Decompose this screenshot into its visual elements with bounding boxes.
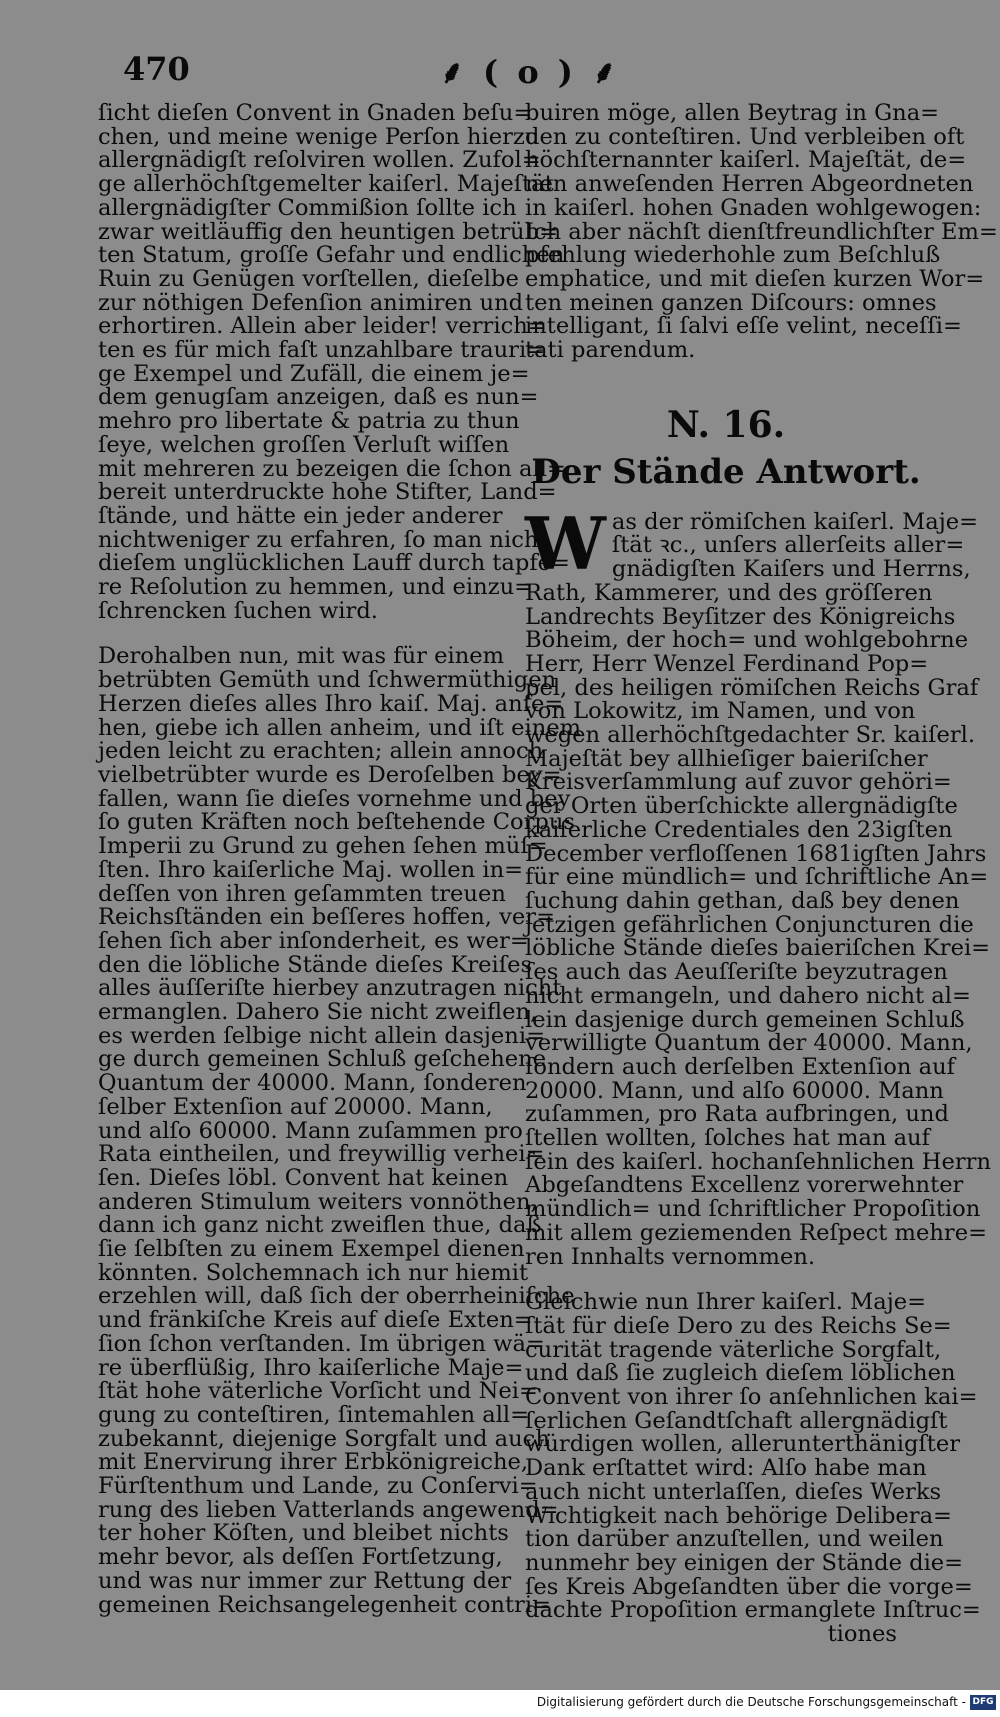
text-line: fallen, wann ſie dieſes vornehme und bey <box>98 785 571 812</box>
text-line: Quantum der 40000. Mann, ſonderen <box>98 1070 527 1097</box>
text-line: auch nicht unterlaſſen, dieſes Werks <box>525 1478 942 1505</box>
text-line: dieſem unglücklichen Lauff durch tapfe= <box>98 550 570 577</box>
text-line: Kreisverſammlung auf zuvor gehöri= <box>525 769 952 796</box>
text-line: pfehlung wiederhohle zum Beſchluß <box>525 242 941 269</box>
document-number: N. 16. <box>666 403 786 446</box>
text-line: ter hoher Köſten, und bleibet nichts <box>98 1520 509 1547</box>
text-line: ſelber Extenſion auf 20000. Mann, <box>98 1093 493 1120</box>
text-line: in kaiſerl. hohen Gnaden wohlgewogen: <box>525 194 982 221</box>
text-line: und fränkiſche Kreis auf dieſe Exten= <box>98 1307 533 1334</box>
text-line: und daß ſie zugleich dieſem löblichen <box>525 1360 956 1387</box>
text-line: den die löbliche Stände dieſes Kreiſes <box>98 951 533 978</box>
left-column <box>98 100 582 1618</box>
text-line: ſten. Ihro kaiſerliche Maj. wollen in= <box>98 856 524 883</box>
page-number: 470 <box>123 50 190 88</box>
text-line: gemeinen Reichsangelegenheit contri= <box>98 1591 552 1618</box>
text-line: ſes auch das Aeuſſeriſte beyzutragen <box>525 959 948 986</box>
text-line: chen, und meine wenige Perſon hierzu <box>98 123 540 150</box>
right-paragraph-2 <box>525 500 992 1270</box>
text-line: Imperii zu Grund zu gehen ſehen müſ= <box>98 833 548 860</box>
right-paragraph-3 <box>525 1289 981 1624</box>
text-line: ſie ſelbſten zu einem Exempel dienen <box>98 1236 525 1263</box>
text-line: December verfloſſenen 1681igſten Jahrs <box>525 840 987 867</box>
text-line: Rata eintheilen, und freywillig verhei= <box>98 1141 545 1168</box>
text-line: Abgeſandtens Excellenz vorerwehnter <box>525 1172 964 1199</box>
text-line: Derohalben nun, mit was für einem <box>98 643 505 670</box>
text-line: den zu conteſtiren. Und verbleiben oft <box>525 123 965 150</box>
text-line: nunmehr bey einigen der Stände die= <box>525 1549 964 1576</box>
text-line: ſeye, welchen groſſen Verluſt wiſſen <box>98 431 510 458</box>
text-line: Reichsſtänden ein beſſeres hoffen, ver= <box>98 904 556 931</box>
text-line: ſtät ꝛc., unſers allerſeits aller= <box>611 532 965 559</box>
text-line: Dank erſtattet wird: Alſo habe man <box>525 1455 927 1482</box>
text-line: ſchrencken ſuchen wird. <box>98 597 378 624</box>
catchword: tiones <box>827 1621 897 1648</box>
text-line: as der römiſchen kaiſerl. Maje= <box>611 508 979 535</box>
text-line: ſondern auch derſelben Extenſion auf <box>525 1053 955 1080</box>
text-line: anderen Stimulum weiters vonnöthen, <box>98 1188 538 1215</box>
text-line: ſerlichen Geſandtſchaft allergnädigſt <box>525 1407 948 1434</box>
drop-cap: W <box>525 500 606 586</box>
text-line: allergnädigſter Commißion ſollte ich <box>98 194 517 221</box>
text-line: zubekannt, diejenige Sorgfalt und auch <box>98 1425 550 1452</box>
text-line: lein dasjenige durch gemeinen Schluß <box>525 1006 965 1033</box>
text-line: zwar weitläuffig den heuntigen betrüb= <box>98 218 559 245</box>
text-line: allergnädigſt reſolviren wollen. Zufol= <box>98 147 541 174</box>
text-line: Rath, Kammerer, und des gröſſeren <box>525 579 933 606</box>
text-line: betrübten Gemüth und ſchwermüthigen <box>98 667 557 694</box>
text-line: intelligant, ſi ſalvi eſſe velint, neceſſi= <box>525 313 962 340</box>
text-line: deſſen von ihren geſammten treuen <box>98 880 506 907</box>
text-line: Majeſtät bey allhieſiger baieriſcher <box>525 745 928 772</box>
text-line: Wichtigkeit nach behörige Delibera= <box>525 1502 952 1529</box>
text-line: es werden ſelbige nicht allein dasjeni= <box>98 1022 545 1049</box>
text-line: dachte Propoſition ermanglete Inſtruc= <box>525 1597 981 1624</box>
text-line: ſo guten Kräften noch beſtehende Corpus <box>98 809 576 836</box>
text-line: ſtände, und hätte ein jeder anderer <box>98 502 503 529</box>
text-line: ger Orten überſchickte allergnädigſte <box>525 793 958 820</box>
text-line: Landrechts Beyſitzer des Königreichs <box>525 603 956 630</box>
text-line: ten es für mich faſt unzahlbare trauri= <box>98 337 546 364</box>
text-line: tion darüber anzuſtellen, und weilen <box>525 1526 944 1553</box>
text-line: zuſammen, pro Rata aufbringen, und <box>525 1101 949 1128</box>
text-line: bereit unterdruckte hohe Stifter, Land= <box>98 479 557 506</box>
text-line: dann ich ganz nicht zweiflen thue, daß <box>98 1212 542 1239</box>
text-line: könnten. Solchemnach ich nur hiemit <box>98 1259 529 1286</box>
text-line: ten meinen ganzen Diſcours: omnes <box>525 289 937 316</box>
text-line: 20000. Mann, und alſo 60000. Mann <box>525 1077 944 1104</box>
document-title: Der Stände Antwort. <box>531 451 921 492</box>
right-column <box>525 100 998 1648</box>
text-line: löbliche Stände dieſes baieriſchen Krei= <box>525 935 991 962</box>
text-line: Fürſtenthum und Lande, zu Conſervi= <box>98 1473 538 1500</box>
text-line: und alſo 60000. Mann zuſammen pro <box>98 1117 523 1144</box>
text-line: ſtät hohe väterliche Vorſicht und Nei= <box>98 1378 538 1405</box>
header-ornament: ⸙ ( o ) ⸙ <box>439 53 621 91</box>
text-line: ſtät für dieſe Dero zu des Reichs Se= <box>525 1312 952 1339</box>
text-line: jeden leicht zu erachten; allein annoch <box>98 738 544 765</box>
text-line: ſen. Dieſes löbl. Convent hat keinen <box>98 1164 509 1191</box>
left-paragraph-1 <box>98 100 570 624</box>
text-line: curität tragende väterliche Sorgfalt, <box>525 1336 942 1363</box>
text-line: ge Exempel und Zufäll, die einem je= <box>98 360 530 387</box>
text-line: emphatice, und mit dieſen kurzen Wor= <box>525 265 985 292</box>
right-paragraph-1 <box>525 100 998 364</box>
text-line: ſein des kaiſerl. hochanſehnlichen Herrn <box>525 1148 992 1175</box>
page-header <box>95 50 925 100</box>
text-line: nichtweniger zu erfahren, ſo man nicht <box>98 526 548 553</box>
text-line: rung des lieben Vatterlands angewend= <box>98 1496 559 1523</box>
text-line: Böheim, der hoch= und wohlgebohrne <box>525 627 969 654</box>
footer-credit: Digitalisierung gefördert durch die Deutsche Forschungsgemeinschaft - <box>536 1695 966 1709</box>
text-line: verwilligte Quantum der 40000. Mann, <box>525 1030 973 1057</box>
text-line: von Lokowitz, im Namen, und von <box>525 698 916 725</box>
text-line: Ruin zu Genügen vorſtellen, dieſelbe <box>98 265 519 292</box>
text-line: ſehen ſich aber inſonderheit, es wer= <box>98 927 529 954</box>
text-line: gnädigſten Kaiſers und Herrns, <box>611 556 971 583</box>
text-line: mehro pro libertate & patria zu thun <box>98 408 520 435</box>
text-line: nicht ermangeln, und dahero nicht al= <box>525 982 971 1009</box>
text-line: mit Enervirung ihrer Erbkönigreiche, <box>98 1449 529 1476</box>
text-line: hen, giebe ich allen anheim, und iſt einem <box>98 714 582 741</box>
text-line: mit mehreren zu bezeigen die ſchon all= <box>98 455 566 482</box>
text-line: und was nur immer zur Rettung der <box>98 1567 512 1594</box>
text-line: Herr, Herr Wenzel Ferdinand Pop= <box>525 650 929 677</box>
text-line: ge allerhöchſtgemelter kaiſerl. Majeſtät <box>98 171 554 198</box>
text-line: dem genugſam anzeigen, daß es nun= <box>98 384 539 411</box>
text-line: wegen allerhöchſtgedachter Sr. kaiſerl. <box>525 722 976 749</box>
text-line: ge durch gemeinen Schluß geſchehene <box>98 1046 547 1073</box>
text-line: höchſternannter kaiſerl. Majeſtät, de= <box>525 147 967 174</box>
text-line: Convent von ihrer ſo anſehnlichen kai= <box>525 1384 978 1411</box>
text-line: ſtellen wollten, ſolches hat man auf <box>525 1125 930 1152</box>
text-line: Herzen dieſes alles Ihro kaiſ. Maj. anſe= <box>98 690 564 717</box>
text-line: tati parendum. <box>525 337 696 364</box>
text-line: ſes Kreis Abgeſandten über die vorge= <box>525 1573 973 1600</box>
text-line: erhortiren. Allein aber leider! verrich= <box>98 313 547 340</box>
text-line: alles äuſſeriſte hierbey anzutragen nicht <box>98 975 562 1002</box>
text-line: nen anweſenden Herren Abgeordneten <box>525 171 974 198</box>
text-line: jetzigen gefährlichen Conjuncturen die <box>525 911 974 938</box>
text-line: ten Statum, groſſe Gefahr und endlichen <box>98 242 565 269</box>
text-line: ren Innhalts vernommen. <box>525 1243 816 1270</box>
text-line: gung zu conteſtiren, ſintemahlen all= <box>98 1401 530 1428</box>
text-line: pel, des heiligen römiſchen Reichs Graf <box>525 674 979 701</box>
text-line: buiren möge, allen Beytrag in Gna= <box>525 100 940 126</box>
text-line: zur nöthigen Defenſion animiren und <box>98 289 524 316</box>
text-line: mehr bevor, als deſſen Fortſetzung, <box>98 1544 503 1571</box>
text-line: ſion ſchon verſtanden. Im übrigen wä= <box>98 1330 545 1357</box>
text-line: kaiſerliche Credentiales den 23igſten <box>525 816 953 843</box>
text-line: mit allem geziemenden Reſpect mehre= <box>525 1219 988 1246</box>
text-line: re Reſolution zu hemmen, und einzu= <box>98 574 534 601</box>
dfg-logo: DFG <box>970 1695 996 1710</box>
left-paragraph-2 <box>98 643 582 1618</box>
text-line: mündlich= und ſchriftlicher Propoſition <box>525 1196 981 1223</box>
text-line: vielbetrübter wurde es Deroſelben bey= <box>98 761 562 788</box>
text-line: Gleichwie nun Ihrer kaiſerl. Maje= <box>525 1289 927 1316</box>
right-paragraph-2-lines <box>525 500 992 1270</box>
text-line: ſicht dieſen Convent in Gnaden beſu= <box>98 100 533 126</box>
text-line: würdigen wollen, allerunterthänigſter <box>525 1431 961 1458</box>
text-line: ſuchung dahin gethan, daß bey denen <box>525 887 960 914</box>
text-line: ermanglen. Dahero Sie nicht zweiflen, <box>98 999 538 1026</box>
footer-bar <box>0 1690 1000 1717</box>
text-line: re überflüßig, Ihro kaiſerliche Maje= <box>98 1354 524 1381</box>
text-line: erzehlen will, daß ſich der oberrheiniſche <box>98 1283 575 1310</box>
text-line: Ich aber nächſt dienſtfreundlichſter Em= <box>525 218 998 245</box>
text-line: für eine mündlich= und ſchriftliche An= <box>525 864 989 891</box>
